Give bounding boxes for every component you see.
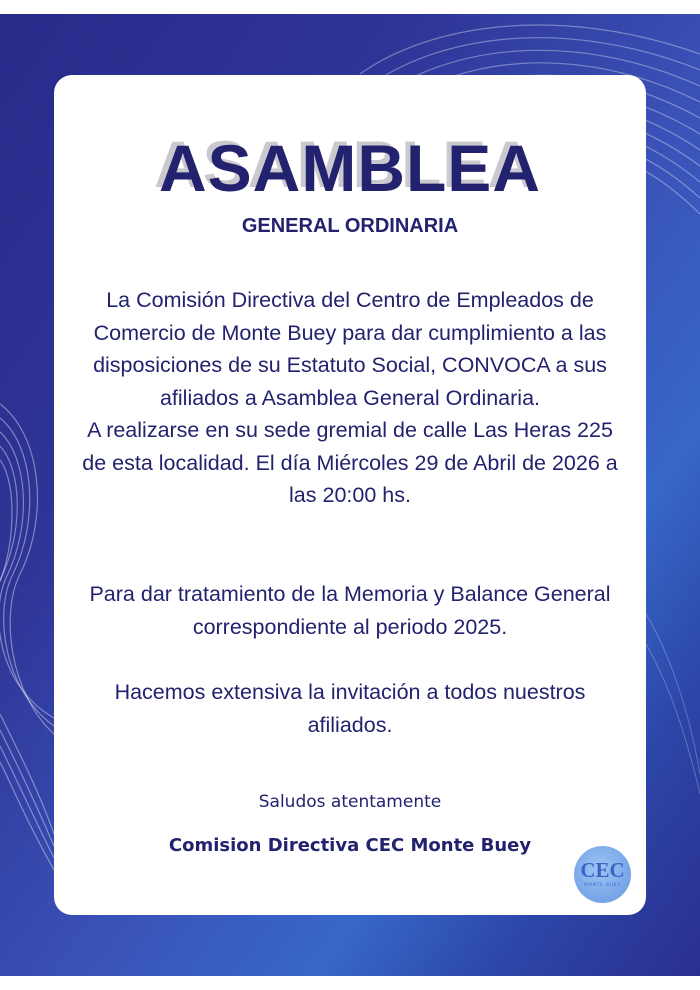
- convocation-text: La Comisión Directiva del Centro de Empleados de Comercio de Monte Buey para dar cumplimiento a las disposiciones de su Estatuto Social, CONVOCA a sus afiliados a Asamblea General Ordinaria.: [93, 288, 607, 410]
- logo-sub-text: MONTE BUEY: [584, 882, 621, 887]
- logo-main-text: CEC: [580, 858, 625, 882]
- agenda-paragraph: Para dar tratamiento de la Memoria y Balance General correspondiente al periodo 2025.: [89, 582, 611, 639]
- convocation-paragraph: [80, 284, 620, 512]
- title-container: [0, 128, 700, 208]
- page-title: ASAMBLEA: [159, 131, 541, 205]
- location-date-text: A realizarse en su sede gremial de calle Las Heras 225 de esta localidad. El día Miércoles 29 de Abril de 2026 a las 20:00 hs.: [82, 418, 618, 507]
- signature-text: Comision Directiva CEC Monte Buey: [168, 835, 532, 856]
- cec-logo: [574, 846, 631, 903]
- greeting-text: Saludos atentamente: [258, 792, 442, 812]
- page-subtitle: GENERAL ORDINARIA: [241, 215, 459, 237]
- invitation-paragraph: Hacemos extensiva la invitación a todos nuestros afiliados.: [114, 680, 586, 737]
